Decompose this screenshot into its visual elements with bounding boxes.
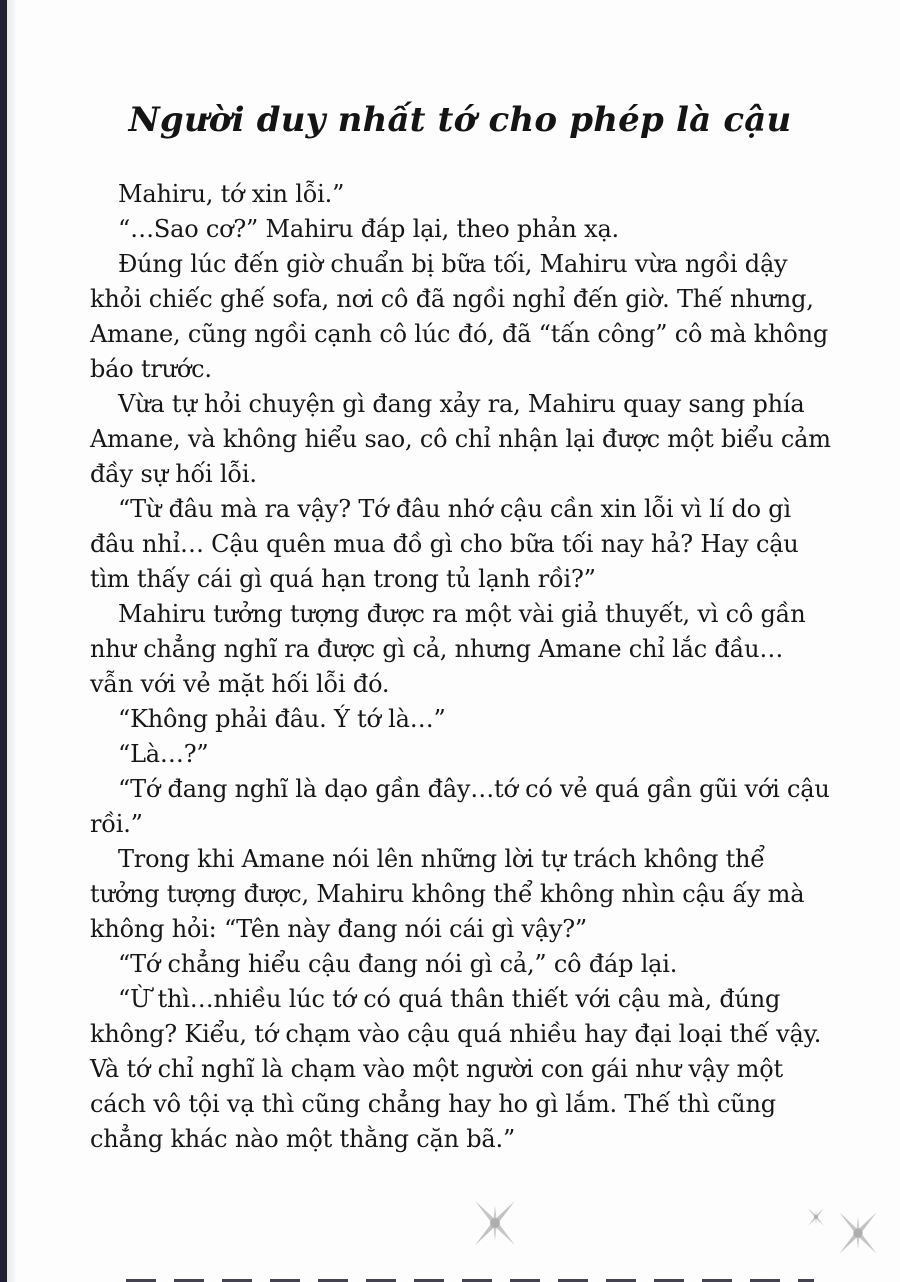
paragraph: “…Sao cơ?” Mahiru đáp lại, theo phản xạ.	[118, 215, 619, 243]
sparkle-icon	[462, 1190, 528, 1256]
paragraph: “Từ đâu mà ra vậy? Tớ đâu nhớ cậu cần xin lỗi vì lí do gì đâu nhỉ… Cậu quên mua đồ gì cho bữa tối nay hả? Hay cậu tìm thấy cái gì quá hạn trong tủ lạnh rồi?”	[90, 495, 799, 593]
paragraph: “Là…?”	[118, 740, 209, 768]
chapter-title: Người duy nhất tớ cho phép là cậu	[128, 100, 792, 140]
page-spine-edge	[0, 0, 7, 1282]
paragraph: Trong khi Amane nói lên những lời tự trách không thể tưởng tượng được, Mahiru không thể không nhìn cậu ấy mà không hỏi: “Tên này đang nói cái gì vậy?”	[90, 845, 805, 943]
paragraph: Mahiru, tớ xin lỗi.”	[118, 180, 345, 208]
sparkle-icon	[827, 1202, 889, 1264]
paragraph: “Ừ thì…nhiều lúc tớ có quá thân thiết với cậu mà, đúng không? Kiểu, tớ chạm vào cậu quá nhiều hay đại loại thế vậy. Và tớ chỉ nghĩ là chạm vào một người con gái như vậy một cách vô tội vạ thì cũng chẳng hay ho gì lắm. Thế thì cũng chẳng khác nào một thằng cặn bã.”	[90, 985, 822, 1153]
paragraph: “Tớ đang nghĩ là dạo gần đây…tớ có vẻ quá gần gũi với cậu rồi.”	[90, 775, 830, 838]
sparkle-icon	[803, 1204, 829, 1230]
page-text	[90, 177, 832, 1157]
paragraph: Mahiru tưởng tượng được ra một vài giả thuyết, vì cô gần như chẳng nghĩ ra được gì cả, nhưng Amane chỉ lắc đầu… vẫn với vẻ mặt hối lỗi đó.	[90, 600, 806, 698]
paragraph: “Không phải đâu. Ý tớ là…”	[118, 705, 446, 733]
paragraph: “Tớ chẳng hiểu cậu đang nói gì cả,” cô đáp lại.	[118, 950, 678, 978]
paragraph: Vừa tự hỏi chuyện gì đang xảy ra, Mahiru quay sang phía Amane, và không hiểu sao, cô chỉ nhận lại được một biểu cảm đầy sự hối lỗi.	[90, 390, 831, 488]
page-spine-shadow	[7, 0, 17, 1282]
paragraph: Đúng lúc đến giờ chuẩn bị bữa tối, Mahiru vừa ngồi dậy khỏi chiếc ghế sofa, nơi cô đã ngồi nghỉ đến giờ. Thế nhưng, Amane, cũng ngồi cạnh cô lúc đó, đã “tấn công” cô mà không báo trước.	[90, 250, 829, 383]
